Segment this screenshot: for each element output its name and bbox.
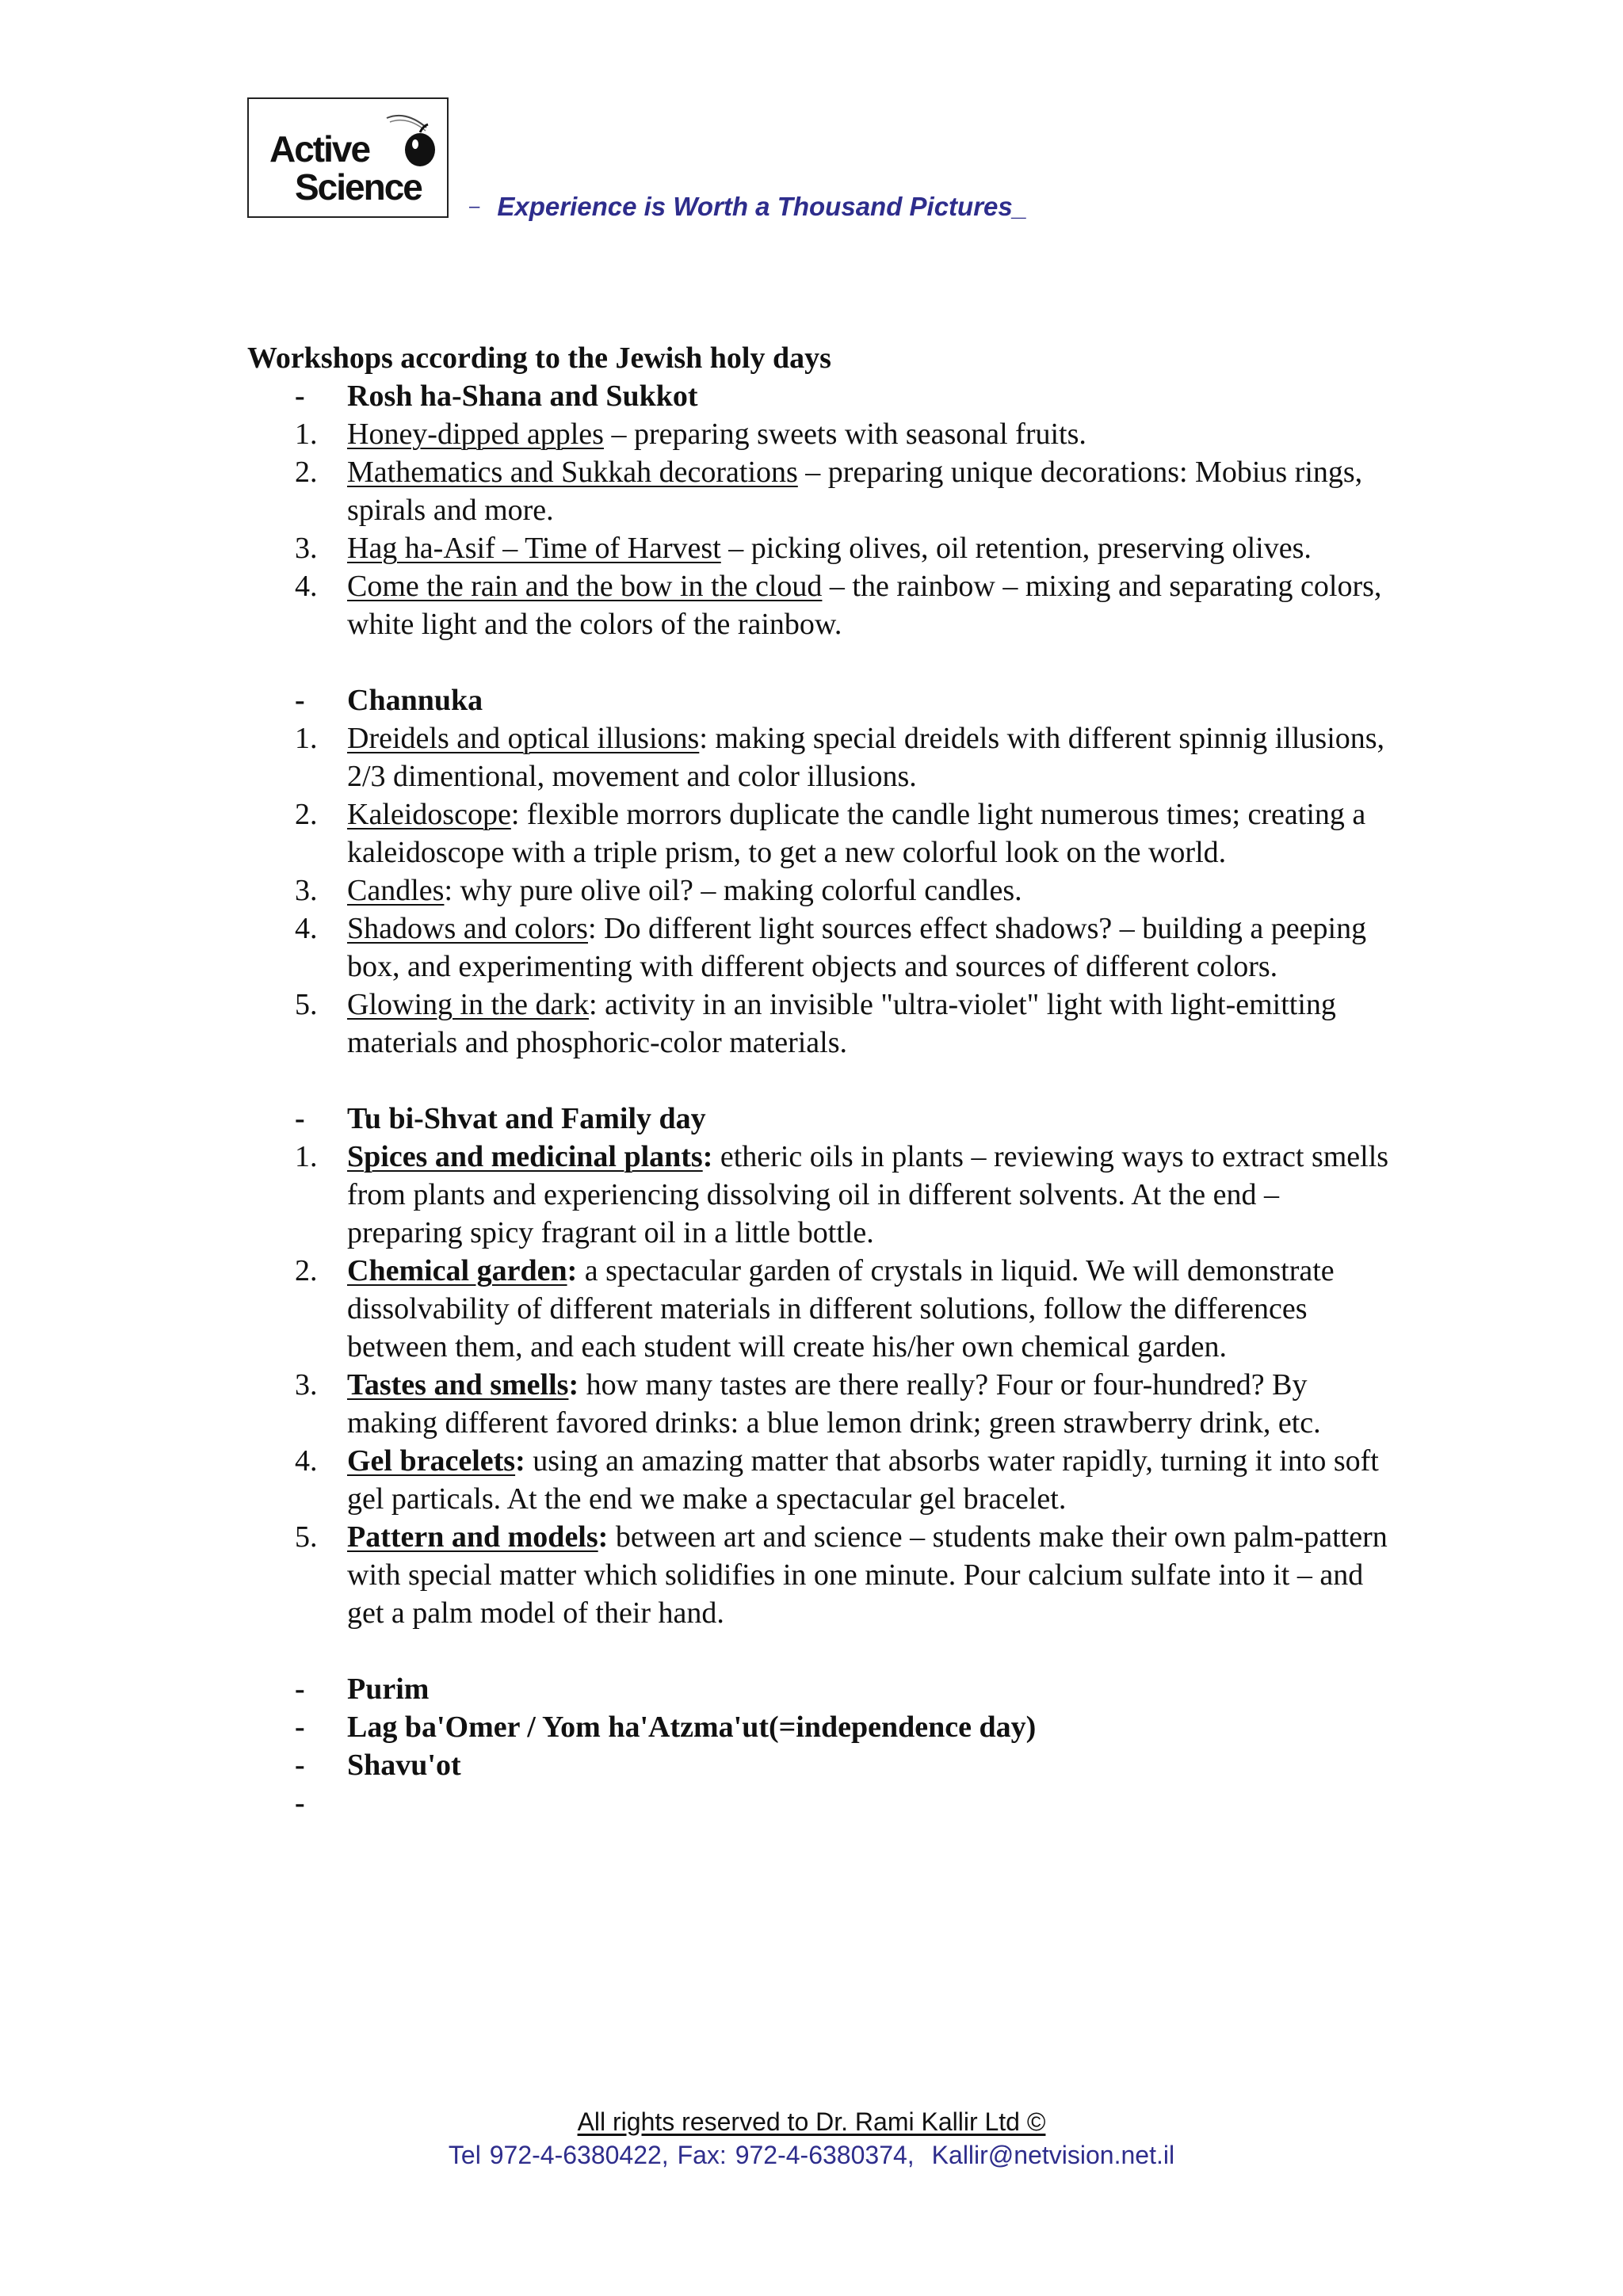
list-item [247,415,1396,453]
workshop-description: – preparing unique decorations: Mobius rings, spirals and more. [347,456,1363,527]
section-heading-text: Lag ba'Omer / Yom ha'Atzma'ut(=independence day) [347,1711,1037,1744]
bullet-dash: - [295,1672,305,1706]
title-separator: : [699,722,708,755]
item-number: 3. [295,874,318,907]
section-heading-text: Shavu'ot [347,1749,461,1782]
holiday-section [247,1708,1396,1746]
tagline-text: Experience is Worth a Thousand Pictures_ [497,192,1028,221]
page-title: Workshops according to the Jewish holy days [247,341,831,375]
item-number: 1. [295,722,318,755]
workshop-title: Candles [347,874,445,907]
bullet-dash: - [295,1749,305,1782]
holiday-section [247,377,1396,643]
section-heading-text: Purim [347,1672,430,1706]
item-number: 2. [295,456,318,489]
title-separator: : [567,1254,578,1287]
section-heading [247,1708,1396,1746]
list-item [247,795,1396,871]
list-item [247,986,1396,1062]
workshop-description: activity in an invisible "ultra-violet" light with light-emitting materials and phosphoric-color materials. [347,988,1336,1059]
list-item [247,1442,1396,1518]
sections [247,377,1396,1820]
workshop-description: – picking olives, oil retention, preserving olives. [720,532,1312,565]
tagline-dash: – [469,196,480,217]
workshop-description: between art and science – students make their own palm-pattern with special matter which solidifies in one minute. Pour calcium sulfate into it – and get a palm model of their hand. [347,1520,1388,1630]
workshop-title: Mathematics and Sukkah decorations [347,456,798,489]
title-separator: : [510,798,520,831]
holiday-section [247,1670,1396,1708]
list-item [247,1518,1396,1632]
workshop-title: Gel bracelets [347,1444,516,1478]
workshop-title: Pattern and models [347,1520,598,1554]
section-heading [247,1746,1396,1784]
item-number: 2. [295,798,318,831]
list-item [247,910,1396,986]
item-number: 5. [295,1520,318,1554]
holiday-section [247,1100,1396,1632]
contact-line [0,2138,1623,2172]
workshop-description: – preparing sweets with seasonal fruits. [603,418,1086,451]
title-separator: : [702,1140,713,1173]
title-separator: : [589,988,598,1021]
bullet-dash: - [295,1711,305,1744]
phone-fax: Tel 972-4-6380422, Fax: 972-4-6380374, [448,2141,915,2169]
workshop-title: Kaleidoscope [347,798,511,831]
workshop-description: – the rainbow – mixing and separating colors, white light and the colors of the rainbow. [347,570,1382,641]
list-item [247,1252,1396,1366]
bullet-dash: - [295,1787,305,1820]
item-number: 4. [295,912,318,945]
workshop-description: making special dreidels with different spinnig illusions, 2/3 dimentional, movement and color illusions. [347,722,1385,793]
list-item [247,1366,1396,1442]
apple-icon [382,109,437,172]
section-heading-text: Rosh ha-Shana and Sukkot [347,379,698,413]
tagline [469,192,1027,222]
workshop-title: Tastes and smells [347,1368,569,1402]
item-number: 1. [295,1140,318,1173]
holiday-section [247,1746,1396,1784]
holiday-section [247,681,1396,1062]
copyright-notice: All rights reserved to Dr. Rami Kallir Ltd © [577,2107,1046,2136]
workshop-title: Dreidels and optical illusions [347,722,700,755]
list-item [247,453,1396,529]
workshop-title: Come the rain and the bow in the cloud [347,570,823,603]
section-heading [247,1670,1396,1708]
workshop-title: Glowing in the dark [347,988,590,1021]
workshop-title: Honey-dipped apples [347,418,604,451]
bullet-dash: - [295,379,305,413]
workshop-description: flexible morrors duplicate the candle light numerous times; creating a kaleidoscope with a triple prism, to get a new colorful look on the world. [347,798,1366,869]
list-item [247,719,1396,795]
footer [0,2105,1623,2172]
workshop-title: Hag ha-Asif – Time of Harvest [347,532,721,565]
section-heading-text: Channuka [347,684,483,717]
item-number: 4. [295,570,318,603]
item-number: 1. [295,418,318,451]
title-separator: : [515,1444,525,1478]
title-separator: : [587,912,597,945]
workshop-title: Chemical garden [347,1254,567,1287]
workshop-list [247,415,1396,643]
logo-word-active: Active [269,128,370,170]
item-number: 3. [295,1368,318,1402]
title-separator: : [444,874,453,907]
workshop-list [247,719,1396,1062]
section-heading [247,1100,1396,1138]
workshop-title: Spices and medicinal plants [347,1140,703,1173]
list-item [247,529,1396,567]
bullet-dash: - [295,1102,305,1135]
logo-word-science: Science [295,166,422,208]
list-item [247,871,1396,910]
item-number: 3. [295,532,318,565]
logo [247,97,449,218]
workshop-description: why pure olive oil? – making colorful candles. [453,874,1022,907]
section-heading [247,681,1396,719]
item-number: 2. [295,1254,318,1287]
title-separator: : [598,1520,609,1554]
workshop-description: a spectacular garden of crystals in liquid. We will demonstrate dissolvability of different materials in different solutions, follow the differences between them, and each student will create his/her own chemical garden. [347,1254,1335,1363]
email-address: Kallir@netvision.net.il [931,2141,1175,2169]
workshop-description: Do different light sources effect shadows? – building a peeping box, and experimenting with different objects and sources of different colors. [347,912,1367,983]
list-item [247,567,1396,643]
bullet-dash: - [295,684,305,717]
workshop-description: etheric oils in plants – reviewing ways to extract smells from plants and experiencing dissolving oil in different solvents. At the end – preparing spicy fragrant oil in a little bottle. [347,1140,1389,1249]
workshop-description: how many tastes are there really? Four or four-hundred? By making different favored drinks: a blue lemon drink; green strawberry drink, etc. [347,1368,1321,1440]
title-separator: : [568,1368,579,1402]
item-number: 4. [295,1444,318,1478]
workshop-title: Shadows and colors [347,912,588,945]
workshop-description: using an amazing matter that absorbs water rapidly, turning it into soft gel particals. At the end we make a spectacular gel bracelet. [347,1444,1379,1516]
section-heading [247,377,1396,415]
workshop-list [247,1138,1396,1632]
list-item [247,1138,1396,1252]
item-number: 5. [295,988,318,1021]
document-body [247,339,1396,1820]
section-heading-text: Tu bi-Shvat and Family day [347,1102,706,1135]
